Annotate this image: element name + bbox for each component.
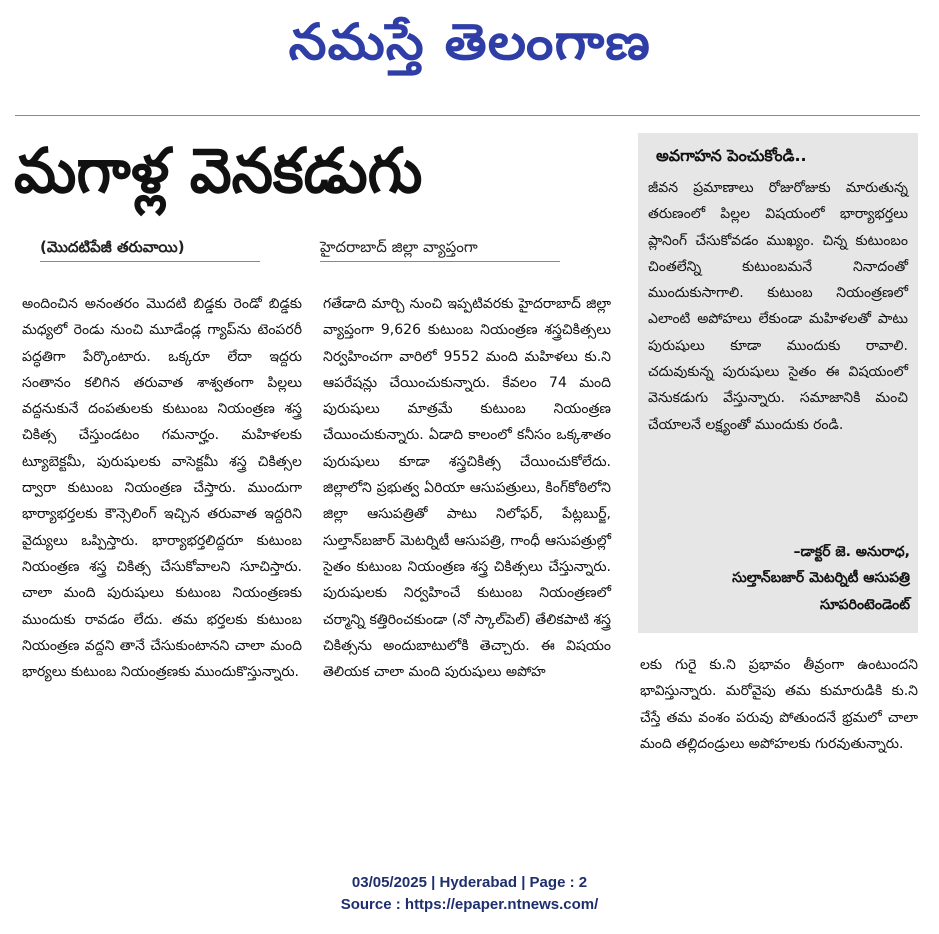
article-headline: మగాళ్ల వెనకడుగు	[14, 134, 423, 207]
top-divider	[15, 115, 920, 116]
signature-name: –డాక్టర్ జె. అనురాధ,	[793, 544, 910, 560]
article-paragraph: లకు గురై కు.ని ప్రభావం తీవ్రంగా ఉంటుందని భావిస్తున్నారు. మరోవైపు తమ కుమారుడికి కు.ని చేస్తే తమ వంశం పరువు పోతుందనే భ్రమలో చాలా మంది తల్లిదండ్రులు అపోహలకు గురవుతున్నారు.	[640, 657, 918, 752]
source-link[interactable]: Source : https://epaper.ntnews.com/	[340, 896, 599, 913]
continuation-label: (మొదటిపేజీ తరువాయి)	[40, 233, 260, 262]
sidebar-title: అవగాహన పెంచుకోండి..	[656, 146, 807, 165]
article-column-3	[640, 652, 918, 822]
article-paragraph: గతేడాది మార్చి నుంచి ఇప్పటివరకు హైదరాబాద్ జిల్లా వ్యాప్తంగా 9,626 కుటుంబ నియంత్రణ శస్త్రచికిత్సలు నిర్వహించగా వారిలో 9552 మంది మహిళలు కు.ని ఆపరేషన్లు చేయించుకున్నారు. కేవలం 74 మంది పురుషులు మాత్రమే కుటుంబ నియంత్రణ చేయించుకున్నారు. ఏడాది కాలంలో కనీసం ఒక్కశాతం పురుషులు కూడా శస్త్రచికిత్స చేయించుకోలేదు. జిల్లాలోని ప్రభుత్వ ఏరియా ఆసుపత్రులు, కింగ్‌కోఠిలోని జిల్లా ఆసుపత్రితో పాటు నిలోఫర్, పేట్లబుర్జ్, సుల్తాన్‌బజార్ మెటర్నిటీ ఆసుపత్రి, గాంధీ ఆసుపత్రుల్లో సైతం కుటుంబ నియంత్రణ శస్త్ర చికిత్సలు చేస్తున్నారు. పురుషులకు నిర్వహించే కుటుంబ నియంత్రణలో చర్మాన్ని కత్తిరించకుండా (నో స్కాల్‌పెల్) తేలికపాటి శస్త్ర చికిత్సను అందుబాటులోకి తెచ్చారు. ఈ విషయం తెలియక చాలా మంది పురుషులు అపోహ	[323, 296, 611, 681]
sidebar-signature	[648, 539, 910, 618]
dateline: 03/05/2025 | Hyderabad | Page : 2	[351, 874, 588, 891]
article-column-1	[22, 291, 302, 821]
signature-organization: సుల్తాన్‌బజార్ మెటర్నిటీ ఆసుపత్రి	[732, 570, 910, 587]
newspaper-logo: నమస్తే తెలంగాణ	[288, 13, 651, 71]
masthead	[0, 0, 939, 90]
page-footer	[0, 872, 939, 922]
sidebar-body: జీవన ప్రమాణాలు రోజురోజుకు మారుతున్న తరుణంలో పిల్లల విషయంలో భార్యాభర్తలు ప్లానింగ్ చేసుకోవడం ముఖ్యం. చిన్న కుటుంబం చింతలేన్ని కుటుంబమనే నినాదంతో ముందుకుసాగాలి. కుటుంబ నియంత్రణలో ఎలాంటి అపోహలు లేకుండా మహిళలతో పాటు పురుషులు కూడా ముందుకు రావాలి. చదువుకున్న పురుషులు సైతం ఈ విషయంలో వెనుకడుగు వేస్తున్నారు. సమాజానికి మంచి చేయాలనే లక్ష్యంతో ముందుకు రండి.	[648, 180, 908, 433]
article-column-2	[323, 291, 611, 821]
signature-role: సూపరింటెండెంట్	[819, 596, 910, 613]
article-paragraph: అందించిన అనంతరం మొదటి బిడ్డకు రెండో బిడ్డకు మధ్యలో రెండు నుంచి మూడేండ్ల గ్యాప్‌ను టెంపరరీ పద్ధతిగా పేర్కొంటారు. ఒక్కరూ లేదా ఇద్దరు సంతానం కలిగిన తరువాత శాశ్వతంగా పిల్లలు వద్దనుకునే దంపతులకు కుటుంబ నియంత్రణ శస్త్ర చికిత్స చేస్తుండటం గమనార్హం. మహిళలకు ట్యూబెక్టమీ, పురుషులకు వాసెక్టమీ శస్త్ర చికిత్సల ద్వారా కుటుంబ నియంత్రణ చేస్తారు. ముందుగా భార్యాభర్తలకు కౌన్సెలింగ్ ఇచ్చిన తరువాత ఇద్దరిని వైద్యులు ఒప్పిస్తారు. భార్యాభర్తలిద్దరూ కుటుంబ నియంత్రణ శస్త్ర చికిత్స చేసుకోవాలని సూచిస్తారు. చాలా మంది పురుషులు కుటుంబ నియంత్రణకు ముందుకు రావడం లేదు. తమ భర్తలకు కుటుంబ నియంత్రణ వద్దని తానే చేసుకుంటానని చాలా మంది భార్యలు కుటుంబ నియంత్రణకు ముందుకొస్తున్నారు.	[22, 296, 302, 681]
sidebar-box	[638, 133, 918, 633]
location-subhead: హైదరాబాద్ జిల్లా వ్యాప్తంగా	[320, 233, 560, 262]
